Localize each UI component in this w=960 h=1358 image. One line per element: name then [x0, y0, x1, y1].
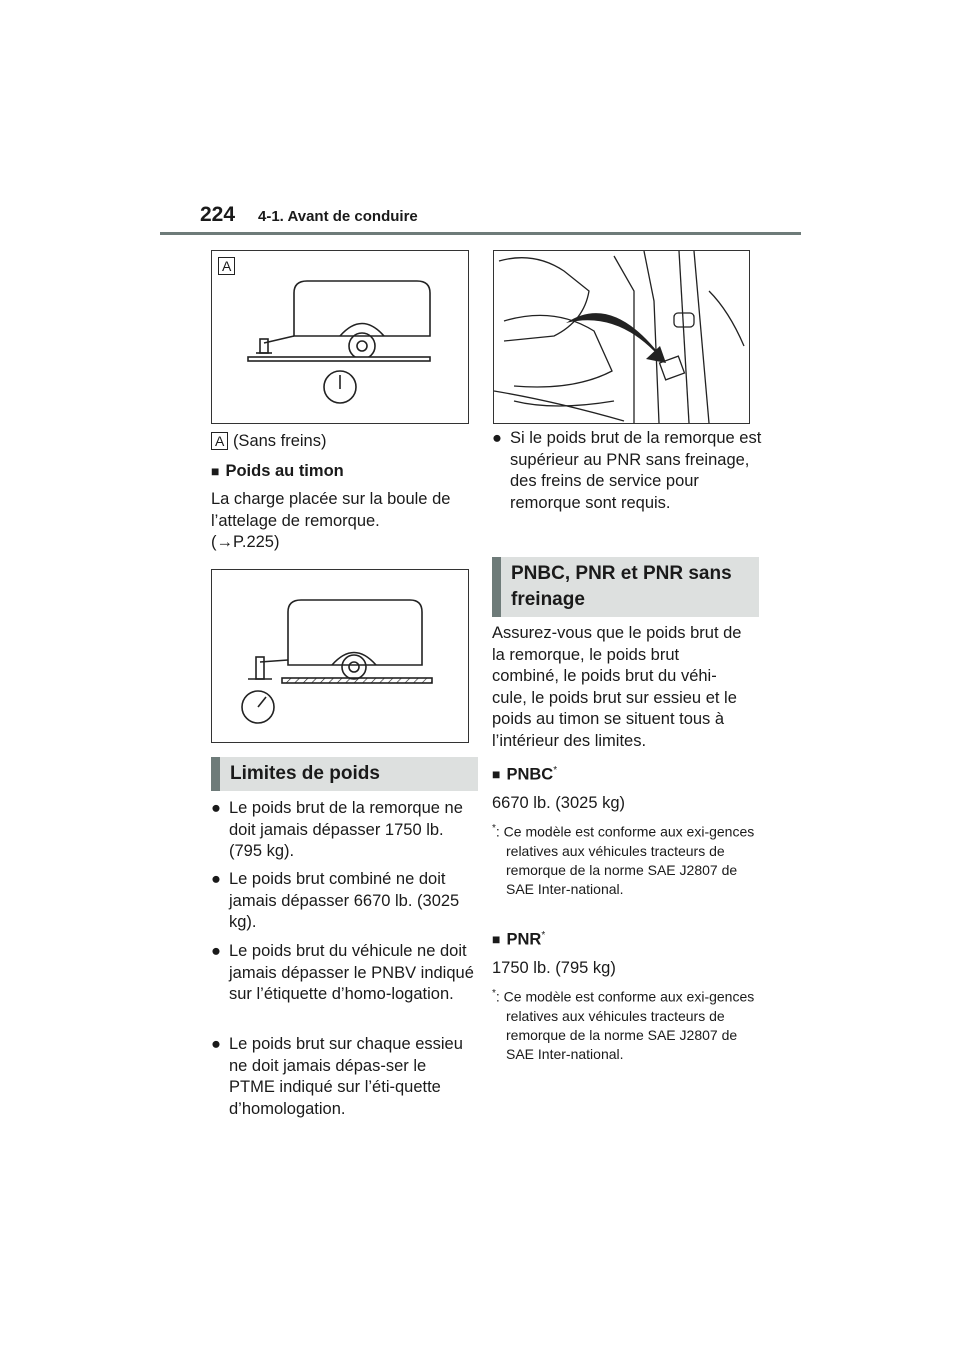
chapter-title: 4-1. Avant de conduire [258, 208, 418, 225]
section-pnbc-pnr: PNBC, PNR et PNR sans freinage [492, 557, 759, 617]
pnr-footnote: *: Ce modèle est conforme aux exi-gences relatives aux véhicules tracteurs de remorque de la norme SAE J2807 de SAE Inter-national. [492, 988, 755, 1062]
list-item: ● Le poids brut du véhicule ne doit jamais dépasser le PNBV indiqué sur l’étiquette d’homo-logation. [211, 942, 474, 1003]
pnbc-value: 6670 lb. (3025 kg) [492, 794, 626, 812]
subheading-pnr: ■ PNR* [492, 930, 546, 949]
door-pillar-illustration [494, 251, 749, 423]
bullet-icon: ● [211, 1035, 221, 1053]
tongue-scale-illustration [212, 570, 468, 742]
poids-timon-text: La charge placée sur la boule de l’attelage de remorque. (→P.225) [211, 490, 451, 551]
trailer-scale-illustration [212, 251, 468, 423]
intro-text: Assurez-vous que le poids brut de la remorque, le poids brut combiné, le poids brut du véhi-cule, le poids brut sur essieu et le poids au timon se situent tous à l’intérieur des limites. [492, 624, 742, 750]
bullet-icon: ● [211, 870, 221, 888]
subheading-pnbc: ■ PNBC* [492, 765, 558, 784]
pnr-value: 1750 lb. (795 kg) [492, 959, 616, 977]
list-item: ● Le poids brut sur chaque essieu ne doit jamais dépas-ser le PTME indiqué sur l’éti-quette d’homologation. [211, 1035, 463, 1118]
square-icon: ■ [492, 931, 501, 948]
pnbc-footnote: *: Ce modèle est conforme aux exi-gences relatives aux véhicules tracteurs de remorque de la norme SAE J2807 de SAE Inter-national. [492, 823, 755, 897]
page-number: 224 [200, 203, 236, 226]
tongue-weight-figure [211, 569, 469, 743]
square-icon: ■ [492, 766, 501, 783]
vehicle-label-location-figure [493, 250, 750, 424]
bullet-icon: ● [492, 429, 502, 447]
caption-label: A [211, 432, 228, 450]
header-rule [160, 232, 801, 235]
section-limites-de-poids: Limites de poids [211, 757, 478, 791]
bullet-icon: ● [211, 799, 221, 817]
subheading-poids-timon: ■ Poids au timon [211, 462, 344, 480]
figure-caption [211, 432, 326, 451]
list-item: ● Le poids brut combiné ne doit jamais dépasser 6670 lb. (3025 kg). [211, 870, 460, 931]
square-icon: ■ [211, 463, 220, 479]
list-item: ● Si le poids brut de la remorque est supérieur au PNR sans freinage, des freins de service pour remorque sont requis. [492, 429, 762, 512]
figure-label: A [218, 257, 235, 275]
list-item: ● Le poids brut de la remorque ne doit jamais dépasser 1750 lb. (795 kg). [211, 799, 463, 860]
trailer-weight-figure [211, 250, 469, 424]
bullet-icon: ● [211, 942, 221, 960]
caption-text: (Sans freins) [232, 432, 327, 450]
page-reference: (→P.225) [211, 533, 280, 551]
